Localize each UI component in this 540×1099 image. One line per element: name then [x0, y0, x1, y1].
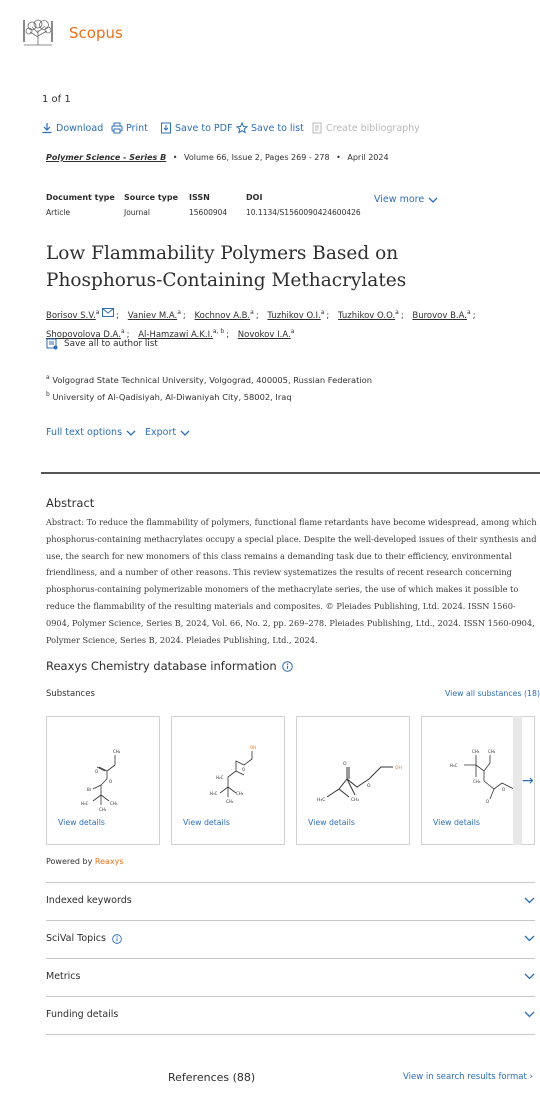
chevron-down-icon [126, 430, 136, 436]
accordion-divider [46, 1034, 535, 1035]
pdf-icon [160, 122, 172, 134]
substances-label: Substances [46, 689, 95, 699]
indexed-keywords-accordion[interactable] [46, 895, 535, 906]
accordion-divider [46, 958, 535, 959]
star-icon [236, 122, 248, 134]
author-sup: a [177, 309, 181, 316]
author-link[interactable]: Tuzhikov O.I. [267, 310, 321, 321]
author-link[interactable]: Borisov S.V. [46, 310, 96, 321]
author-link[interactable]: Novokov I.A. [237, 330, 291, 341]
doi-value[interactable]: 10.1134/S1560090424600426 [246, 208, 361, 217]
svg-text:CH₂: CH₂ [488, 749, 496, 754]
svg-text:CH₂: CH₂ [113, 749, 121, 754]
author-link[interactable]: Kochnov A.B. [194, 310, 251, 321]
metrics-accordion[interactable] [46, 971, 535, 982]
save-to-list-button[interactable] [236, 122, 304, 134]
author-sup: a [290, 328, 295, 336]
info-icon[interactable] [282, 661, 293, 672]
view-details-link[interactable]: View details [433, 818, 480, 827]
reaxys-link[interactable]: Reaxys [94, 857, 124, 866]
author-sep: ; [400, 310, 404, 321]
author-list-icon [46, 338, 58, 350]
save-to-pdf-button[interactable] [160, 122, 232, 134]
author-sup: a [320, 309, 325, 316]
accordion-divider [46, 996, 535, 997]
svg-text:OH: OH [250, 745, 257, 750]
affiliation [46, 374, 372, 385]
email-icon[interactable] [102, 308, 114, 317]
reaxys-heading-text: Reaxys Chemistry database information [46, 659, 277, 673]
svg-text:CH₂: CH₂ [351, 798, 360, 803]
info-icon[interactable] [112, 934, 122, 944]
source-type-label: Source type [124, 193, 179, 202]
svg-text:Br: Br [87, 787, 92, 792]
chevron-right-icon: › [526, 1072, 533, 1082]
carousel-scrollbar[interactable] [513, 716, 522, 845]
source-date: April 2024 [347, 153, 389, 162]
separator-dot: • [172, 153, 178, 162]
svg-text:O: O [95, 769, 99, 774]
substance-card[interactable] [171, 716, 285, 845]
author-sup: a [120, 328, 125, 336]
molecule-structure-icon [303, 727, 405, 819]
author-sep: ; [116, 310, 120, 321]
references-heading: References (88) [168, 1071, 256, 1084]
source-details: Volume 66, Issue 2, Pages 269 - 278 [184, 153, 330, 162]
view-in-search-results-label: View in search results format [403, 1072, 527, 1082]
svg-text:CH₃: CH₃ [110, 801, 118, 806]
view-all-substances-link[interactable]: View all substances (18) [445, 689, 540, 698]
svg-text:H₂C: H₂C [216, 775, 224, 780]
powered-prefix: Powered by [46, 857, 93, 866]
powered-by [46, 857, 124, 866]
chevron-down-icon [524, 935, 535, 942]
funding-details-accordion[interactable] [46, 1009, 535, 1020]
author-sep: ; [255, 310, 259, 321]
affiliation-sup: a [46, 374, 50, 381]
doc-type-value: Article [46, 208, 71, 217]
issn-label: ISSN [189, 193, 210, 202]
svg-text:H₃C: H₃C [210, 791, 218, 796]
author-link[interactable]: Shopovolova D.A. [46, 330, 121, 341]
author-link[interactable]: Tuzhikov O.O. [337, 310, 396, 321]
create-bibliography-label: Create bibliography [326, 122, 420, 134]
svg-text:H₃C: H₃C [450, 763, 458, 768]
issn-value: 15600904 [189, 208, 228, 217]
funding-details-label: Funding details [46, 1009, 119, 1020]
full-text-options-label: Full text options [46, 427, 123, 438]
save-to-list-label: Save to list [251, 122, 304, 134]
scival-topics-label: SciVal Topics [46, 933, 106, 944]
view-details-link[interactable]: View details [308, 818, 355, 827]
author-link[interactable]: Al-Hamzawi A.K.I. [138, 330, 213, 341]
journal-link[interactable]: Polymer Science - Series B [46, 153, 167, 162]
elsevier-tree-logo-icon[interactable] [20, 18, 56, 48]
accordion-divider [46, 882, 535, 883]
export-dropdown[interactable] [145, 427, 190, 438]
view-more-label: View more [374, 194, 425, 205]
source-type-value: Journal [124, 208, 150, 217]
document-title: Low Flammability Polymers Based on Phosphorus-Containing Methacrylates [46, 243, 407, 291]
svg-text:CH₃: CH₃ [226, 799, 234, 804]
author-sup: a [95, 309, 100, 316]
indexed-keywords-label: Indexed keywords [46, 895, 132, 906]
svg-text:CH₃: CH₃ [99, 807, 107, 812]
author-sep: ; [182, 310, 186, 321]
chevron-down-icon [524, 1011, 535, 1018]
print-label: Print [126, 122, 148, 134]
author-sup: a, b [212, 328, 225, 336]
author-link[interactable]: Vaniev M.A. [127, 310, 178, 321]
download-button[interactable] [41, 122, 103, 134]
doc-type-label: Document type [46, 193, 115, 202]
view-in-search-results-link[interactable] [403, 1072, 533, 1082]
chevron-down-icon [524, 973, 535, 980]
view-details-link[interactable]: View details [183, 818, 230, 827]
export-label: Export [145, 427, 177, 438]
save-to-pdf-label: Save to PDF [175, 122, 233, 134]
author-sup: a [467, 309, 471, 316]
affiliation-sup: b [46, 391, 50, 398]
author-sep: ; [326, 310, 330, 321]
scival-topics-accordion[interactable] [46, 933, 535, 944]
svg-text:O: O [367, 784, 371, 789]
separator-dot: • [336, 153, 341, 162]
author-sep: ; [126, 330, 130, 341]
view-details-link[interactable]: View details [58, 818, 105, 827]
reaxys-heading [46, 659, 293, 673]
substance-card[interactable] [296, 716, 410, 845]
print-button[interactable] [111, 122, 148, 134]
arrow-right-icon[interactable]: → [522, 773, 534, 789]
view-more-button[interactable] [374, 194, 438, 205]
svg-text:O: O [502, 787, 506, 792]
abstract-text: Abstract: To reduce the flammability of polymers, functional flame retardants have become widespread, among which phosphorus-containing methacrylates occupy a special place. Despite the well-developed issues of their synthesis and use, the search for new monomers of this class remains a demanding task due to their efficiency, environmental friendliness, and a number of other reasons. This review systematizes the results of recent research concerning phosphorus-containing polymerizable monomers of the methacrylate series, the use of which makes it possible to reduce the flammability of the resulting materials and composites. © Pleiades Publishing, Ltd. 2024. ISSN 1560-0904, Polymer Science, Series B, 2024, Vol. 66, No. 2, pp. 269–278. Pleiades Publishing, Ltd., 2024. ISSN 1560-0904, Polymer Science, Series B, 2024. Pleiades Publishing, Ltd., 2024. [46, 517, 537, 645]
affiliation-text: University of Al-Qadisiyah, Al-Diwaniyah City, 58002, Iraq [52, 391, 292, 402]
author-sep: ; [226, 330, 230, 341]
svg-text:CH₃: CH₃ [472, 749, 480, 754]
molecule-structure-icon [178, 727, 280, 819]
bibliography-icon [311, 122, 323, 134]
accordion-divider [46, 920, 535, 921]
author-sep: ; [472, 310, 476, 321]
abstract-heading: Abstract [46, 496, 95, 510]
affiliation [46, 391, 292, 402]
doi-label: DOI [246, 193, 263, 202]
molecule-structure-icon [53, 727, 155, 819]
svg-text:H₃C: H₃C [81, 801, 89, 806]
chevron-down-icon [428, 197, 438, 203]
result-counter: 1 of 1 [42, 94, 71, 105]
create-bibliography-button[interactable] [311, 122, 420, 134]
download-label: Download [56, 122, 104, 134]
substance-card[interactable] [46, 716, 160, 845]
brand-name[interactable]: Scopus [69, 24, 123, 42]
metrics-label: Metrics [46, 971, 81, 982]
svg-text:OH: OH [395, 766, 402, 771]
svg-text:O: O [109, 779, 113, 784]
svg-text:O: O [242, 767, 246, 772]
section-divider [41, 472, 540, 474]
source-line [46, 153, 389, 162]
author-sup: a [250, 309, 254, 316]
svg-text:CH₃: CH₃ [236, 791, 244, 796]
save-all-to-author-list-button[interactable] [46, 338, 158, 350]
svg-text:O: O [343, 762, 347, 767]
author-link[interactable]: Burovov B.A. [412, 310, 467, 321]
download-icon [41, 122, 53, 134]
author-sup: a [395, 309, 399, 316]
print-icon [111, 122, 123, 134]
svg-text:CH₃: CH₃ [473, 779, 481, 784]
chevron-down-icon [180, 430, 190, 436]
svg-text:H₃C: H₃C [317, 798, 326, 803]
svg-text:O: O [486, 799, 490, 804]
full-text-options-dropdown[interactable] [46, 427, 136, 438]
affiliation-text: Volgograd State Technical University, Volgograd, 400005, Russian Federation [52, 374, 372, 385]
chevron-down-icon [524, 897, 535, 904]
save-all-label: Save all to author list [64, 339, 158, 349]
